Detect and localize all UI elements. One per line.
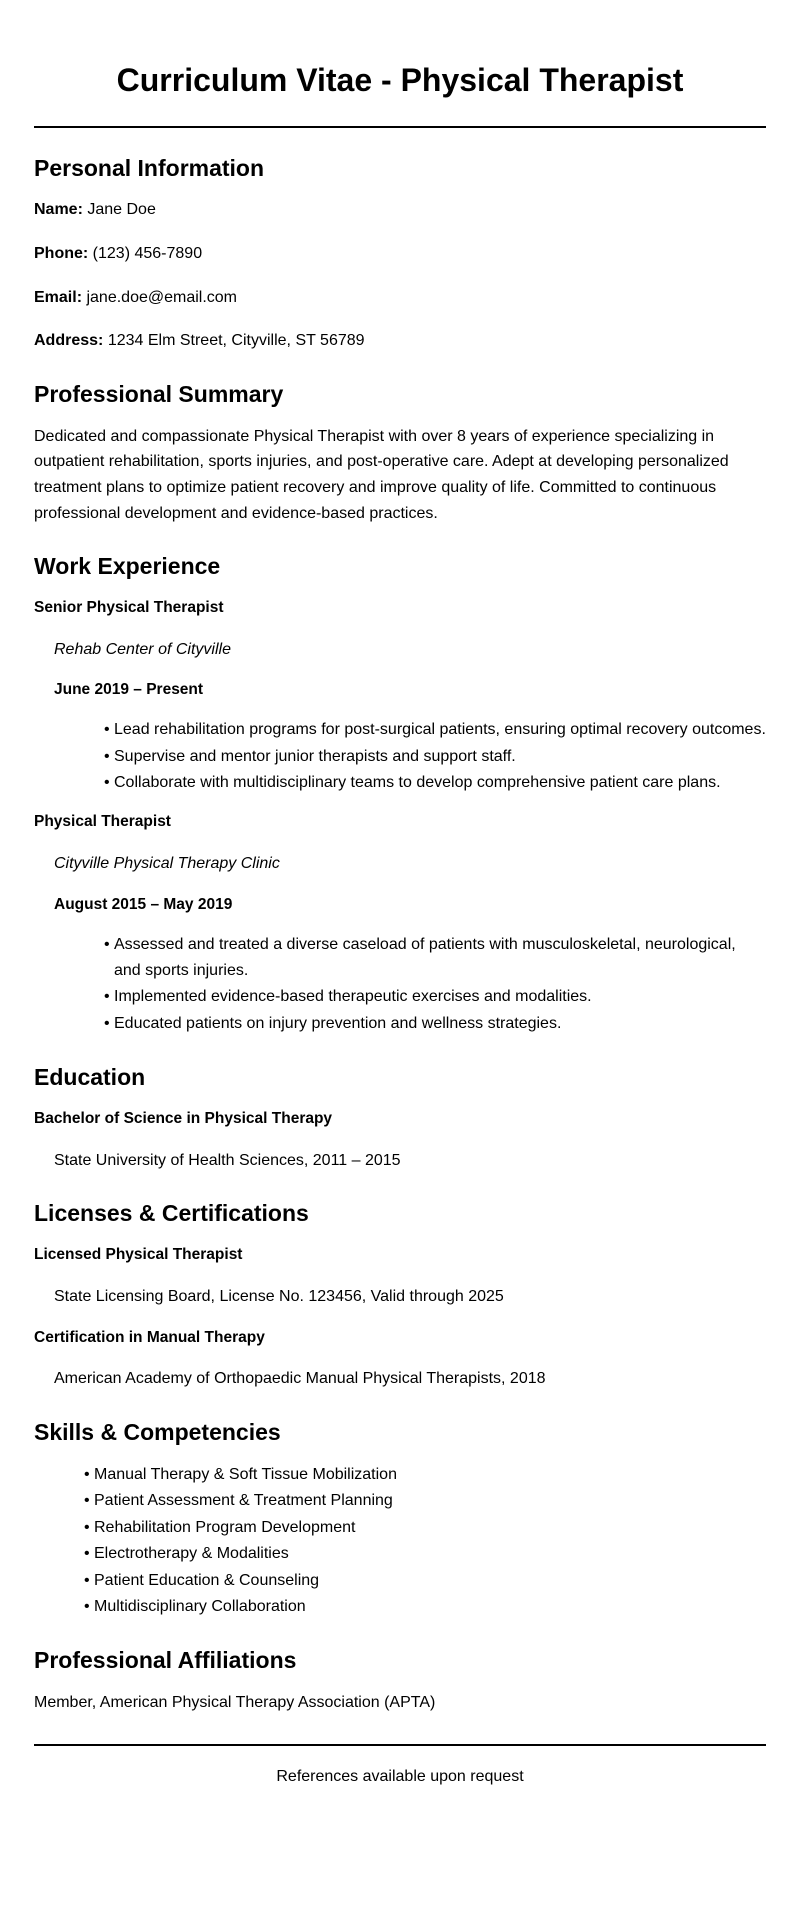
duty-item: • Educated patients on injury prevention and wellness strategies. <box>104 1011 736 1037</box>
skill-item: • Multidisciplinary Collaboration <box>84 1594 766 1620</box>
job-title: Senior Physical Therapist <box>34 599 224 617</box>
skill-item: • Patient Education & Counseling <box>84 1568 766 1594</box>
job-duties <box>34 932 766 1038</box>
duty-item: • Lead rehabilitation programs for post-surgical patients, ensuring optimal recovery outcomes. <box>104 717 766 743</box>
license-title: Licensed Physical Therapist <box>34 1246 243 1264</box>
job-dates: August 2015 – May 2019 <box>54 895 233 913</box>
affiliations-heading: Professional Affiliations <box>34 1647 297 1674</box>
certification-detail: American Academy of Orthopaedic Manual Physical Therapists, 2018 <box>54 1370 546 1388</box>
job-organization: Rehab Center of Cityville <box>54 640 231 658</box>
duty-item: • Assessed and treated a diverse caseload of patients with musculoskeletal, neurological, and sports injuries. <box>104 932 736 985</box>
job-duties <box>34 717 766 796</box>
licenses-heading: Licenses & Certifications <box>34 1200 309 1227</box>
degree-title: Bachelor of Science in Physical Therapy <box>34 1110 333 1128</box>
education-heading: Education <box>34 1064 146 1091</box>
page-title: Curriculum Vitae - Physical Therapist <box>116 62 684 98</box>
experience-heading: Work Experience <box>34 553 221 580</box>
name-label: Name: <box>34 201 83 219</box>
job-entry <box>34 810 766 1037</box>
skills-section <box>34 1418 766 1620</box>
job-dates: June 2019 – Present <box>54 681 204 699</box>
education-section <box>34 1063 766 1173</box>
email-label: Email: <box>34 288 83 306</box>
job-entry <box>34 596 766 796</box>
license-detail: State Licensing Board, License No. 123456, Valid through 2025 <box>54 1288 504 1306</box>
skill-item: • Patient Assessment & Treatment Planning <box>84 1488 766 1514</box>
title-divider <box>34 126 766 128</box>
job-title: Physical Therapist <box>34 813 171 831</box>
duty-item: • Implemented evidence-based therapeutic exercises and modalities. <box>104 984 736 1010</box>
summary-section <box>34 380 766 526</box>
summary-heading: Professional Summary <box>34 380 284 407</box>
phone-label: Phone: <box>34 245 89 263</box>
phone-field <box>34 241 766 267</box>
affiliations-section <box>34 1646 766 1715</box>
affiliation-text: Member, American Physical Therapy Association (APTA) <box>34 1694 436 1712</box>
skill-item: • Manual Therapy & Soft Tissue Mobilization <box>84 1462 766 1488</box>
skills-heading: Skills & Competencies <box>34 1419 281 1446</box>
address-value: 1234 Elm Street, Cityville, ST 56789 <box>107 332 365 350</box>
skills-list <box>34 1462 766 1620</box>
name-value: Jane Doe <box>87 201 156 219</box>
email-field <box>34 285 766 311</box>
address-field <box>34 328 766 354</box>
school-detail: State University of Health Sciences, 2011 – 2015 <box>54 1151 401 1169</box>
footer-note: References available upon request <box>276 1767 524 1785</box>
duty-item: • Supervise and mentor junior therapists and support staff. <box>104 744 766 770</box>
name-field <box>34 197 766 223</box>
skill-item: • Rehabilitation Program Development <box>84 1515 766 1541</box>
skill-item: • Electrotherapy & Modalities <box>84 1541 766 1567</box>
personal-heading: Personal Information <box>34 154 265 181</box>
certification-title: Certification in Manual Therapy <box>34 1328 265 1346</box>
phone-value: (123) 456-7890 <box>92 245 203 263</box>
duty-item: • Collaborate with multidisciplinary teams to develop comprehensive patient care plans. <box>104 770 766 796</box>
footer-divider <box>34 1744 766 1746</box>
experience-section <box>34 552 766 1037</box>
licenses-section <box>34 1199 766 1392</box>
email-value: jane.doe@email.com <box>86 288 238 306</box>
summary-text: Dedicated and compassionate Physical Therapist with over 8 years of experience specializing in outpatient rehabilitation, sports injuries, and post-operative care. Adept at developing personalized treatment plans to optimize patient recovery and improve quality of life. Committed to continuous professional development and evidence-based practices. <box>34 427 729 522</box>
address-label: Address: <box>34 332 104 350</box>
personal-section <box>34 154 766 354</box>
job-organization: Cityville Physical Therapy Clinic <box>54 855 280 873</box>
